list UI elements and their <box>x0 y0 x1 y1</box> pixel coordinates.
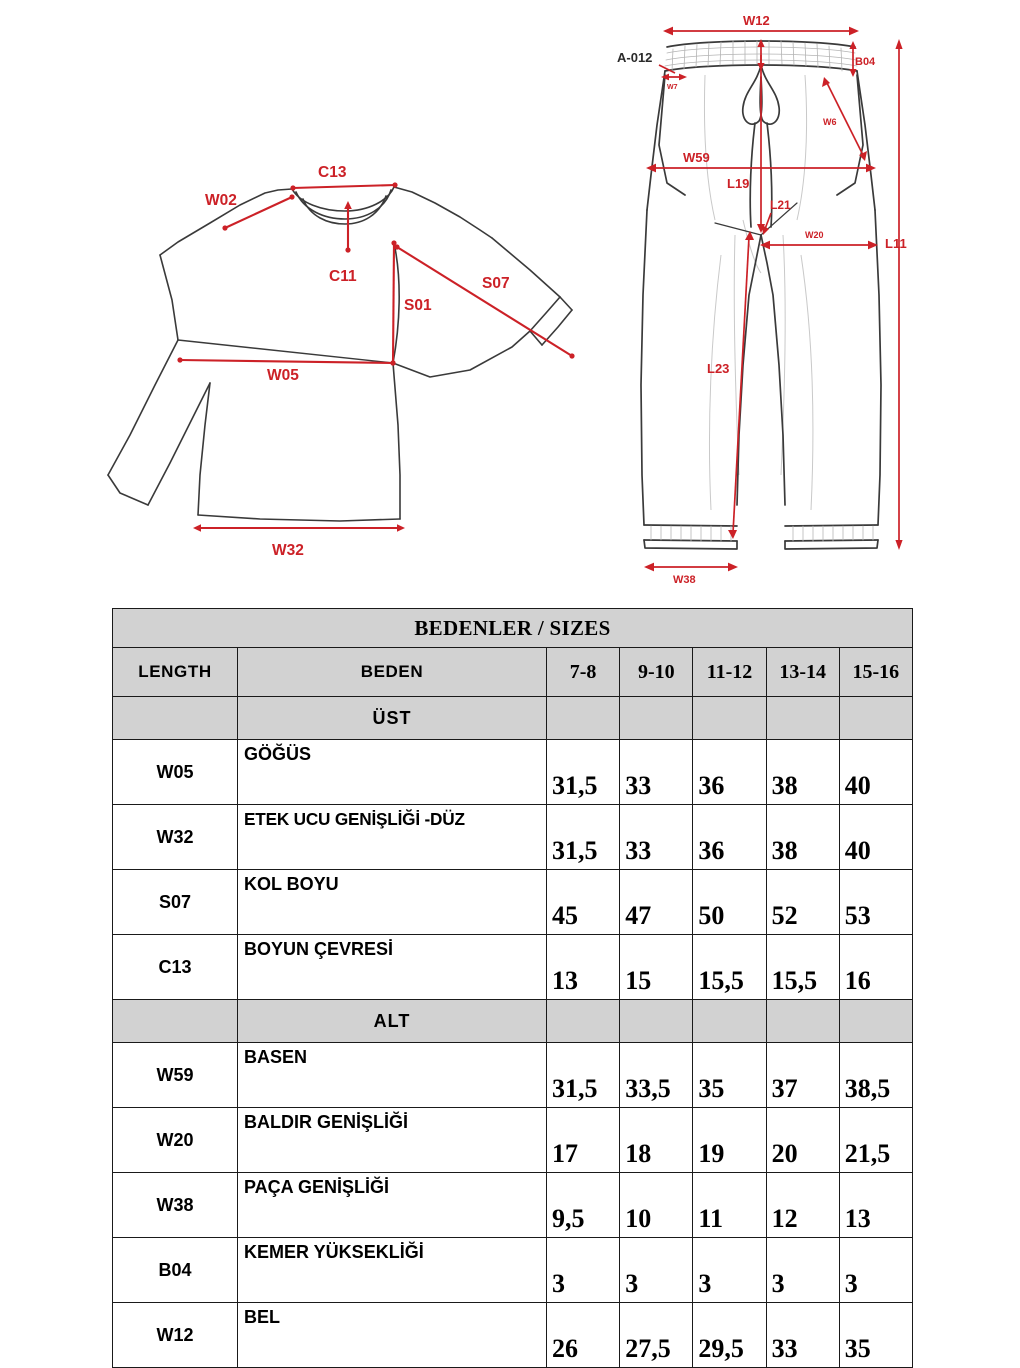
row-description: GÖĞÜS <box>238 740 547 805</box>
section-cell <box>620 697 693 740</box>
sweatshirt-technical-drawing <box>60 95 590 559</box>
size-chart-table <box>112 608 913 1368</box>
header-size-3: 11-12 <box>693 648 766 697</box>
row-value: 40 <box>839 740 912 805</box>
row-value: 17 <box>547 1108 620 1173</box>
section-row-alt <box>113 1000 913 1043</box>
row-value: 3 <box>766 1238 839 1303</box>
row-code: B04 <box>113 1238 238 1303</box>
row-description: BOYUN ÇEVRESİ <box>238 935 547 1000</box>
label-w32: W32 <box>272 542 304 559</box>
row-value: 29,5 <box>693 1303 766 1368</box>
row-code: W20 <box>113 1108 238 1173</box>
row-value: 35 <box>693 1043 766 1108</box>
row-description: BEL <box>238 1303 547 1368</box>
sweatshirt-outline <box>108 187 572 521</box>
row-value: 35 <box>839 1303 912 1368</box>
row-value: 20 <box>766 1108 839 1173</box>
technical-drawings-area <box>0 0 1020 600</box>
table-row <box>113 1108 913 1173</box>
section-cell <box>766 1000 839 1043</box>
section-cell <box>547 697 620 740</box>
row-code: W38 <box>113 1173 238 1238</box>
row-value: 45 <box>547 870 620 935</box>
label-b04: B04 <box>855 56 876 68</box>
row-code: S07 <box>113 870 238 935</box>
row-value: 38 <box>766 740 839 805</box>
row-code: W05 <box>113 740 238 805</box>
label-l23: L23 <box>707 361 730 376</box>
measurement-lines <box>177 182 574 531</box>
table-row <box>113 1303 913 1368</box>
row-value: 15 <box>620 935 693 1000</box>
row-value: 3 <box>547 1238 620 1303</box>
table-row <box>113 1173 913 1238</box>
section-row-üst <box>113 697 913 740</box>
row-value: 11 <box>693 1173 766 1238</box>
label-w20: W20 <box>805 230 824 240</box>
label-s01: S01 <box>404 297 432 314</box>
section-label: ALT <box>238 1000 547 1043</box>
row-value: 40 <box>839 805 912 870</box>
row-value: 33 <box>766 1303 839 1368</box>
row-value: 13 <box>547 935 620 1000</box>
row-code: W59 <box>113 1043 238 1108</box>
section-cell <box>839 1000 912 1043</box>
label-w12: W12 <box>743 13 770 28</box>
row-value: 31,5 <box>547 805 620 870</box>
label-l21: L21 <box>770 198 791 212</box>
label-a012: A-012 <box>617 50 653 65</box>
row-value: 47 <box>620 870 693 935</box>
row-value: 36 <box>693 740 766 805</box>
label-w02: W02 <box>205 192 237 209</box>
section-cell <box>693 1000 766 1043</box>
table-title: BEDENLER / SIZES <box>113 609 913 648</box>
header-size-4: 13-14 <box>766 648 839 697</box>
label-c13: C13 <box>318 164 347 181</box>
row-value: 50 <box>693 870 766 935</box>
pants-shading <box>704 75 812 510</box>
label-l19: L19 <box>727 176 750 191</box>
row-value: 31,5 <box>547 1043 620 1108</box>
row-value: 52 <box>766 870 839 935</box>
row-value: 36 <box>693 805 766 870</box>
row-value: 38,5 <box>839 1043 912 1108</box>
row-value: 3 <box>620 1238 693 1303</box>
row-value: 12 <box>766 1173 839 1238</box>
table-title-row <box>113 609 913 648</box>
row-value: 9,5 <box>547 1173 620 1238</box>
pants-technical-drawing <box>615 5 915 595</box>
row-value: 53 <box>839 870 912 935</box>
row-value: 33 <box>620 740 693 805</box>
section-cell <box>839 697 912 740</box>
row-value: 31,5 <box>547 740 620 805</box>
section-cell <box>693 697 766 740</box>
label-c11: C11 <box>329 268 357 285</box>
row-value: 38 <box>766 805 839 870</box>
row-value: 33 <box>620 805 693 870</box>
label-w38: W38 <box>673 574 696 586</box>
label-w05: W05 <box>267 367 299 384</box>
row-value: 33,5 <box>620 1043 693 1108</box>
table-row <box>113 870 913 935</box>
table-row <box>113 1043 913 1108</box>
header-size-5: 15-16 <box>839 648 912 697</box>
row-value: 3 <box>693 1238 766 1303</box>
section-cell <box>547 1000 620 1043</box>
row-value: 13 <box>839 1173 912 1238</box>
row-description: BALDIR GENİŞLİĞİ <box>238 1108 547 1173</box>
label-w6: W6 <box>823 117 837 127</box>
table-row <box>113 1238 913 1303</box>
header-length: LENGTH <box>113 648 238 697</box>
row-value: 27,5 <box>620 1303 693 1368</box>
header-size-2: 9-10 <box>620 648 693 697</box>
row-description: KEMER YÜKSEKLİĞİ <box>238 1238 547 1303</box>
label-w59: W59 <box>683 150 710 165</box>
row-value: 15,5 <box>693 935 766 1000</box>
row-description: PAÇA GENİŞLİĞİ <box>238 1173 547 1238</box>
label-l11: L11 <box>885 236 907 251</box>
section-cell <box>620 1000 693 1043</box>
row-value: 26 <box>547 1303 620 1368</box>
table-row <box>113 935 913 1000</box>
row-value: 3 <box>839 1238 912 1303</box>
section-spacer <box>113 1000 238 1043</box>
row-description: KOL BOYU <box>238 870 547 935</box>
row-value: 18 <box>620 1108 693 1173</box>
header-size-1: 7-8 <box>547 648 620 697</box>
row-value: 10 <box>620 1173 693 1238</box>
label-w7: W7 <box>667 84 678 91</box>
row-value: 16 <box>839 935 912 1000</box>
row-code: C13 <box>113 935 238 1000</box>
label-s07: S07 <box>482 275 510 292</box>
section-spacer <box>113 697 238 740</box>
table-row <box>113 740 913 805</box>
row-code: W32 <box>113 805 238 870</box>
header-beden: BEDEN <box>238 648 547 697</box>
section-label: ÜST <box>238 697 547 740</box>
row-value: 37 <box>766 1043 839 1108</box>
row-value: 19 <box>693 1108 766 1173</box>
table-row <box>113 805 913 870</box>
size-chart-table-container <box>112 608 912 1368</box>
table-header-row <box>113 648 913 697</box>
section-cell <box>766 697 839 740</box>
row-value: 21,5 <box>839 1108 912 1173</box>
row-description: BASEN <box>238 1043 547 1108</box>
row-value: 15,5 <box>766 935 839 1000</box>
row-code: W12 <box>113 1303 238 1368</box>
row-description: ETEK UCU GENİŞLİĞİ -DÜZ <box>238 805 547 870</box>
